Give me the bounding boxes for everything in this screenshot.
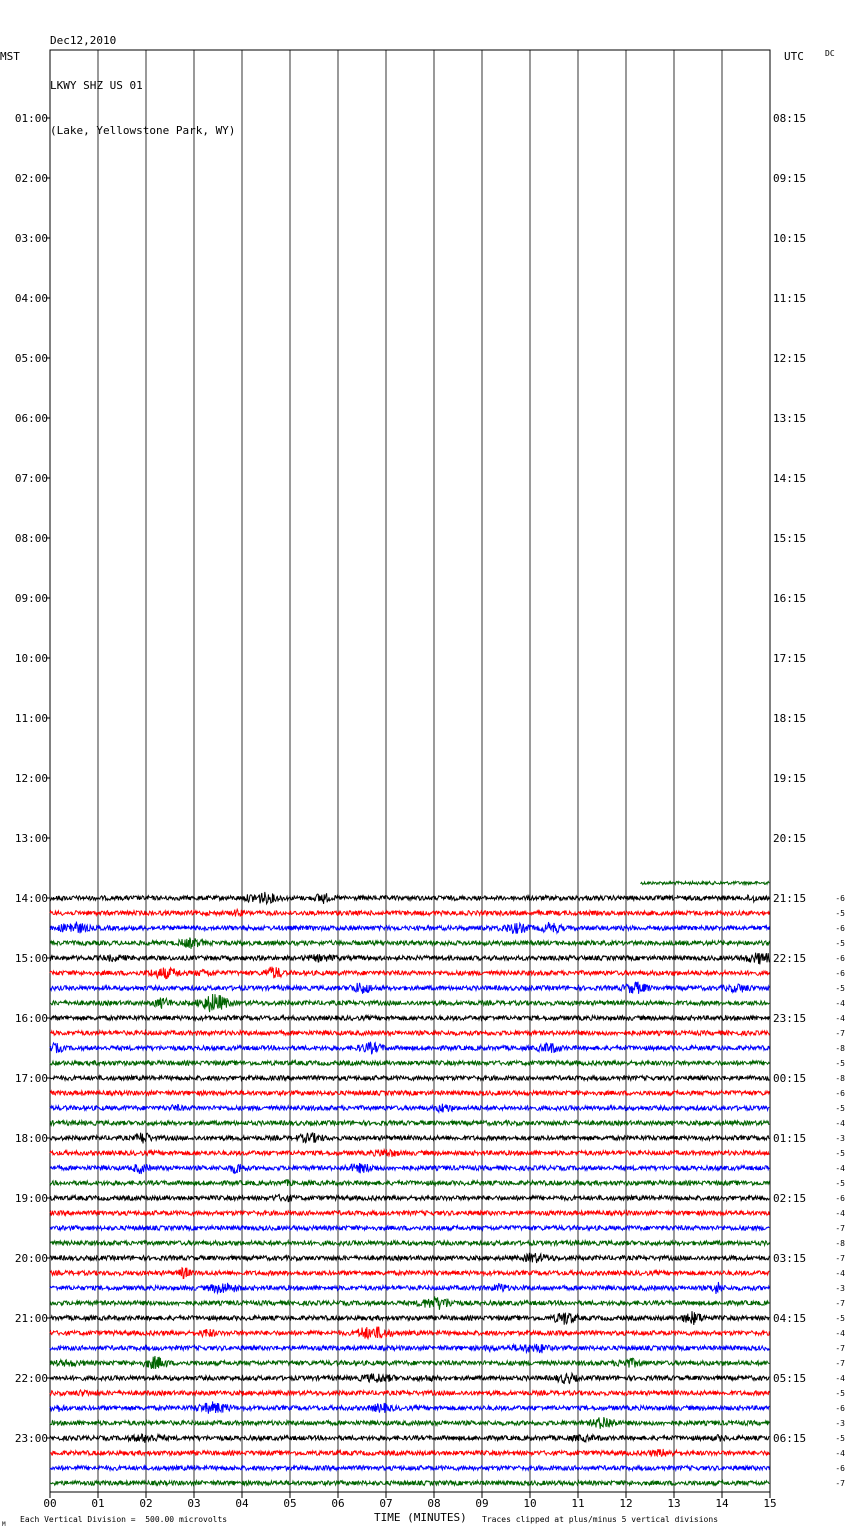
- left-time-label: 05:00: [14, 352, 48, 365]
- trace-offset-label: -4: [835, 1209, 845, 1218]
- x-tick-label: 10: [523, 1497, 537, 1510]
- x-tick-label: 05: [283, 1497, 297, 1510]
- trace-offset-label: -5: [835, 909, 845, 918]
- x-tick-label: 06: [331, 1497, 345, 1510]
- trace-offset-label: -7: [835, 1344, 845, 1353]
- vertical-division-note: Each Vertical Division = 500.00 microvolts: [20, 1515, 228, 1524]
- left-time-label: 16:00: [14, 1012, 48, 1025]
- seismic-trace: [50, 1282, 769, 1294]
- seismic-trace: [50, 1150, 769, 1158]
- trace-offset-label: -4: [835, 1374, 845, 1383]
- right-time-label: 04:15: [773, 1312, 807, 1325]
- trace-offset-label: -7: [835, 1224, 845, 1233]
- right-time-label: 13:15: [773, 412, 807, 425]
- x-tick-label: 02: [139, 1497, 153, 1510]
- x-tick-label: 12: [619, 1497, 633, 1510]
- left-time-label: 18:00: [14, 1132, 48, 1145]
- left-time-label: 19:00: [14, 1192, 48, 1205]
- trace-offset-label: -6: [835, 1464, 845, 1473]
- seismic-trace: [50, 1241, 769, 1246]
- seismic-trace: [50, 1296, 769, 1309]
- trace-offset-label: -6: [835, 1194, 845, 1203]
- trace-offset-label: -5: [835, 1434, 845, 1443]
- right-time-label: 06:15: [773, 1432, 807, 1445]
- left-time-label: 14:00: [14, 892, 48, 905]
- left-time-label: 09:00: [14, 592, 48, 605]
- left-time-label: 07:00: [14, 472, 48, 485]
- left-time-label: 12:00: [14, 772, 48, 785]
- x-tick-label: 13: [667, 1497, 681, 1510]
- seismic-trace: [50, 1104, 769, 1113]
- right-time-label: 14:15: [773, 472, 807, 485]
- right-time-label: 22:15: [773, 952, 807, 965]
- right-time-label: 03:15: [773, 1252, 807, 1265]
- trace-offset-label: -6: [835, 1089, 845, 1098]
- seismic-trace: [50, 1163, 769, 1174]
- trace-offset-label: -4: [835, 1329, 845, 1338]
- trace-offset-label: -7: [835, 1359, 845, 1368]
- right-timezone-label: UTC: [784, 50, 804, 63]
- trace-offset-label: -3: [835, 1134, 845, 1143]
- seismic-trace: [50, 953, 769, 965]
- x-tick-label: 11: [571, 1497, 585, 1510]
- seismic-trace: [50, 1466, 769, 1471]
- seismic-trace: [50, 1449, 769, 1457]
- seismic-trace: [50, 1373, 769, 1383]
- trace-offset-label: -5: [835, 1389, 845, 1398]
- trace-offset-label: -6: [835, 924, 845, 933]
- seismic-trace: [50, 1268, 769, 1279]
- seismic-trace: [50, 1434, 769, 1443]
- right-time-label: 01:15: [773, 1132, 807, 1145]
- left-time-label: 13:00: [14, 832, 48, 845]
- right-time-label: 16:15: [773, 592, 807, 605]
- left-time-label: 15:00: [14, 952, 48, 965]
- trace-offset-label: -5: [835, 984, 845, 993]
- seismic-trace: [50, 1226, 769, 1231]
- seismic-trace: [50, 1133, 769, 1144]
- seismic-trace: [50, 1061, 769, 1066]
- trace-offset-label: -6: [835, 969, 845, 978]
- x-tick-label: 08: [427, 1497, 441, 1510]
- trace-offset-label: -8: [835, 1239, 845, 1248]
- right-time-label: 17:15: [773, 652, 807, 665]
- x-tick-label: 14: [715, 1497, 729, 1510]
- seismic-trace: [50, 1091, 769, 1096]
- trace-offset-label: -4: [835, 1119, 845, 1128]
- dc-label: DC: [825, 49, 835, 58]
- right-time-label: 05:15: [773, 1372, 807, 1385]
- seismic-trace: [50, 1344, 769, 1353]
- trace-offset-label: -3: [835, 1419, 845, 1428]
- right-time-label: 09:15: [773, 172, 807, 185]
- seismic-trace: [640, 881, 769, 884]
- seismic-trace: [50, 1042, 769, 1055]
- left-time-label: 22:00: [14, 1372, 48, 1385]
- seismic-trace: [50, 922, 769, 934]
- trace-offset-label: -6: [835, 954, 845, 963]
- right-time-label: 10:15: [773, 232, 807, 245]
- left-time-label: 11:00: [14, 712, 48, 725]
- left-time-label: 03:00: [14, 232, 48, 245]
- right-time-label: 12:15: [773, 352, 807, 365]
- trace-offset-label: -8: [835, 1044, 845, 1053]
- x-tick-label: 04: [235, 1497, 249, 1510]
- trace-offset-label: -5: [835, 1179, 845, 1188]
- trace-offset-label: -5: [835, 1314, 845, 1323]
- left-time-label: 23:00: [14, 1432, 48, 1445]
- x-tick-label: 15: [763, 1497, 777, 1510]
- x-tick-label: 07: [379, 1497, 393, 1510]
- left-time-label: 17:00: [14, 1072, 48, 1085]
- trace-offset-label: -5: [835, 1059, 845, 1068]
- header-date: Dec12,2010: [50, 34, 117, 47]
- trace-offset-label: -8: [835, 1074, 845, 1083]
- trace-offset-label: -4: [835, 1164, 845, 1173]
- trace-offset-label: -7: [835, 1029, 845, 1038]
- trace-offset-label: -6: [835, 1404, 845, 1413]
- trace-offset-label: -5: [835, 1104, 845, 1113]
- trace-offset-label: -5: [835, 1149, 845, 1158]
- trace-offset-label: -6: [835, 894, 845, 903]
- footer-mark: M: [2, 1521, 6, 1528]
- trace-offset-label: -7: [835, 1479, 845, 1488]
- x-tick-label: 01: [91, 1497, 105, 1510]
- left-timezone-label: MST: [0, 50, 20, 63]
- trace-offset-label: -5: [835, 939, 845, 948]
- seismic-trace: [50, 967, 769, 980]
- right-time-label: 08:15: [773, 112, 807, 125]
- seismic-trace: [50, 1356, 769, 1369]
- left-time-label: 06:00: [14, 412, 48, 425]
- clip-note: Traces clipped at plus/minus 5 vertical divisions: [482, 1515, 719, 1524]
- seismic-trace: [50, 909, 769, 916]
- seismic-trace: [50, 892, 769, 904]
- header-location: (Lake, Yellowstone Park, WY): [50, 124, 236, 137]
- seismic-trace: [50, 1076, 769, 1081]
- right-time-label: 11:15: [773, 292, 807, 305]
- seismic-trace: [50, 1401, 769, 1413]
- left-time-label: 04:00: [14, 292, 48, 305]
- seismic-trace: [50, 1327, 769, 1339]
- left-time-label: 10:00: [14, 652, 48, 665]
- seismic-trace: [50, 1390, 769, 1397]
- seismic-trace: [50, 1417, 769, 1429]
- seismic-trace: [50, 1194, 769, 1201]
- trace-offset-label: -7: [835, 1299, 845, 1308]
- seismic-trace: [50, 1031, 769, 1036]
- right-time-label: 23:15: [773, 1012, 807, 1025]
- left-time-label: 21:00: [14, 1312, 48, 1325]
- trace-offset-label: -4: [835, 999, 845, 1008]
- x-axis-label: TIME (MINUTES): [374, 1511, 467, 1524]
- right-time-label: 19:15: [773, 772, 807, 785]
- plot-frame: [50, 50, 770, 1492]
- left-time-label: 20:00: [14, 1252, 48, 1265]
- right-time-label: 20:15: [773, 832, 807, 845]
- seismic-trace: [50, 1121, 769, 1126]
- left-time-label: 01:00: [14, 112, 48, 125]
- seismic-trace: [50, 938, 769, 949]
- x-tick-label: 09: [475, 1497, 489, 1510]
- left-time-label: 02:00: [14, 172, 48, 185]
- left-time-label: 08:00: [14, 532, 48, 545]
- seismic-trace: [50, 1211, 769, 1216]
- right-time-label: 00:15: [773, 1072, 807, 1085]
- trace-offset-label: -7: [835, 1254, 845, 1263]
- trace-offset-label: -4: [835, 1449, 845, 1458]
- seismic-trace: [50, 994, 769, 1012]
- seismic-trace: [50, 1180, 769, 1186]
- right-time-label: 02:15: [773, 1192, 807, 1205]
- right-time-label: 15:15: [773, 532, 807, 545]
- x-tick-label: 00: [43, 1497, 57, 1510]
- trace-offset-label: -3: [835, 1284, 845, 1293]
- trace-offset-label: -4: [835, 1014, 845, 1023]
- right-time-label: 18:15: [773, 712, 807, 725]
- right-time-label: 21:15: [773, 892, 807, 905]
- seismic-trace: [50, 1016, 769, 1021]
- seismic-trace: [50, 1253, 769, 1263]
- seismic-trace: [50, 1311, 769, 1325]
- seismic-trace: [50, 1481, 769, 1486]
- x-tick-label: 03: [187, 1497, 201, 1510]
- trace-offset-label: -4: [835, 1269, 845, 1278]
- seismic-trace: [50, 982, 769, 994]
- header-station: LKWY SHZ US 01: [50, 79, 143, 92]
